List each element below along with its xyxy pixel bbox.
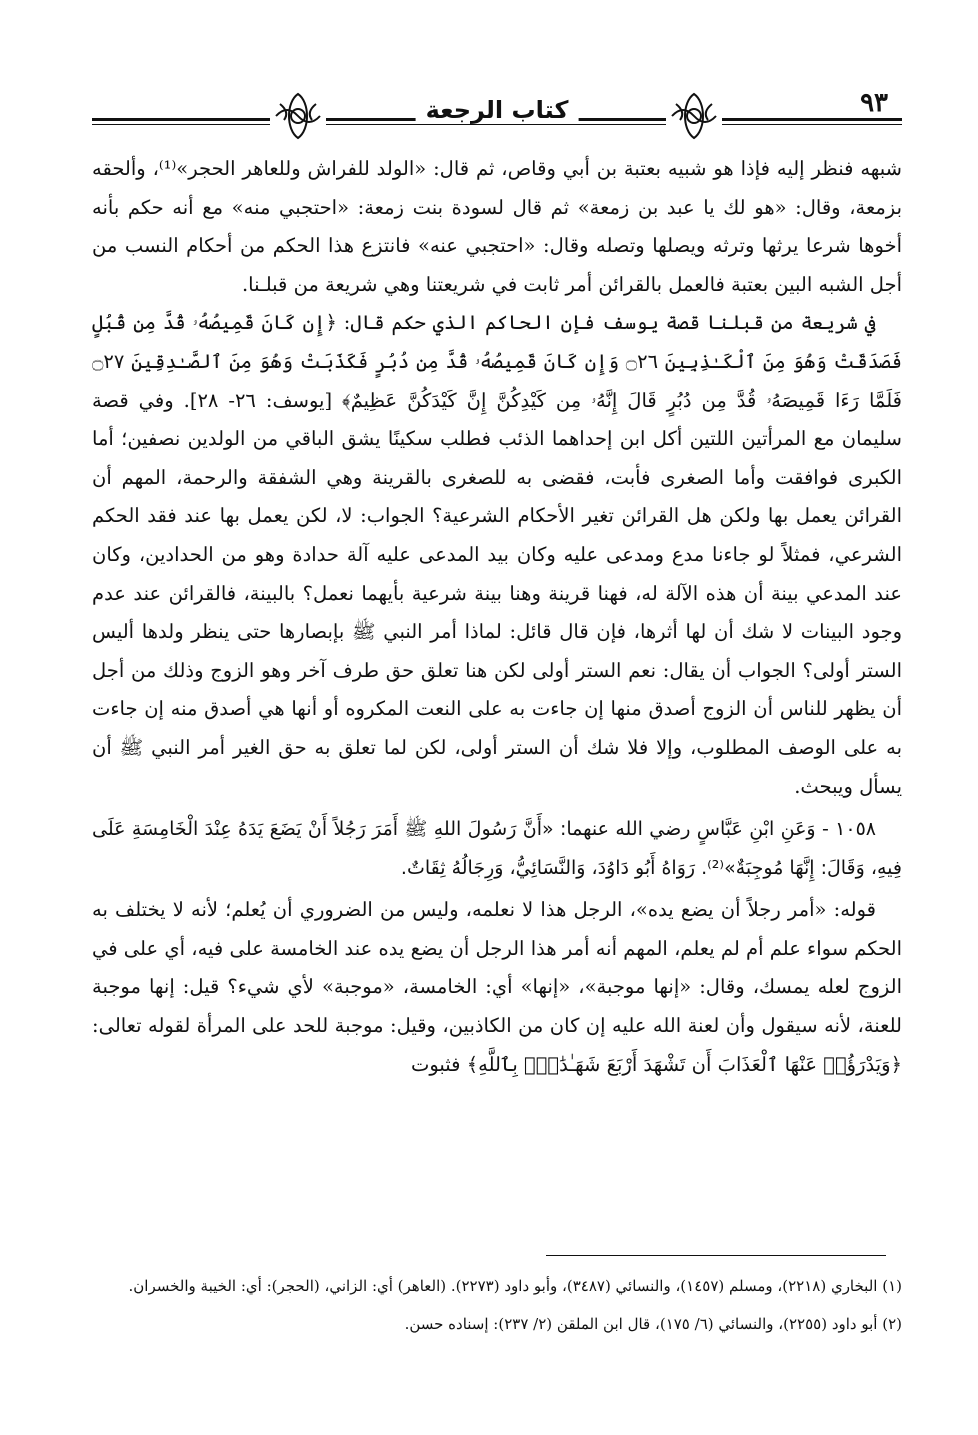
header-rule-thin bbox=[92, 124, 902, 125]
main-text bbox=[92, 150, 902, 1084]
ornament-icon bbox=[666, 90, 722, 142]
ornament-icon bbox=[270, 90, 326, 142]
page-number: ٩٣ bbox=[854, 88, 894, 118]
page-header bbox=[92, 88, 902, 142]
hadith-1058: ١٠٥٨ - وَعَنِ ابْنِ عَبَّاسٍ رضي الله عنهما: «أَنَّ رَسُولَ اللهِ ﷺ أَمَرَ رَجُلاً أَنْ يَضَعَ يَدَهُ عِنْدَ الْخَامِسَةِ عَلَى فِيهِ، وَقَالَ: إِنَّهَا مُوجِبَةٌ»⁽²⁾. رَوَاهُ أَبُو دَاوُدَ، وَالنَّسَائِيُّ، وَرِجَالُهُ ثِقَاتٌ. bbox=[92, 818, 902, 879]
footnotes bbox=[92, 1272, 902, 1348]
footnote-2: (٢) أبو داود (٢٢٥٥)، والنسائي (٦/ ١٧٥)، قال ابن الملقن (٢/ ٢٣٧): إسناده حسن. bbox=[404, 1315, 902, 1333]
paragraph-yusuf: في شريعة من قبلنا قصة يوسف فإن الحاكم الذي حكم قال: ﴿إِن كَانَ قَمِيصُهُۥ قُدَّ مِن قُبُلٍ فَصَدَقَتْ وَهُوَ مِنَ ٱلْكَـٰذِبِينَ ۝٢٦ وَإِن كَانَ قَمِيصُهُۥ قُدَّ مِن دُبُرٍ فَكَذَبَتْ وَهُوَ مِنَ ٱلصَّـٰدِقِينَ ۝٢٧ فَلَمَّا رَءَا قَمِيصَهُۥ قُدَّ مِن دُبُرٍ قَالَ إِنَّهُۥ مِن كَيْدِكُنَّ إِنَّ كَيْدَكُنَّ عَظِيمٌ﴾ [يوسف: ٢٦- ٢٨]. وفي قصة سليمان مع المرأتين اللتين أكل ابن إحداهما الذئب فطلب سكينًا يشق الباقي من الولدين نصفين؛ أما الكبرى فوافقت وأما الصغرى فأبت، فقضى به للصغرى بالقرينة وهي الشفقة والرحمة، المهم أن القرائن يعمل بها ولكن هل القرائن تغير الأحكام الشرعية؟ الجواب: لا، لكن يعمل بها عند فقد الحكم الشرعي، فمثلاً لو جاءنا مدع ومدعى عليه وكان بيد المدعى عليه آلة حدادة وهو من الحدادين، وكان عند المدعي بينة أن هذه الآلة له، فهنا قرينة وهنا بينة شرعية بأيهما نعمل؟ بالبينة، فالقرائن عند عدم وجود البينات لا شك أن لها أثرها، فإن قال قائل: لماذا أمر النبي ﷺ بإبصارها حتى ينظر ولدها أليس الستر أولى؟ الجواب أن يقال: نعم الستر أولى لكن هنا تعلق حق طرف آخر وهو الزوج وذلك من أجل أن يظهر للناس أن الزوج أصدق منها إن جاءت به على النعت المكروه أو أنها هي أصدق منه إن جاءت به على الوصف المطلوب، وإلا فلا شك أن الستر أولى، لكن لما تعلق به حق الغير أمر النبي ﷺ أن يسأل ويبحث. bbox=[92, 311, 903, 798]
paragraph-continuation: شبهه فنظر إليه فإذا هو شبيه بعتبة بن أبي وقاص، ثم قال: «الولد للفراش وللعاهر الحجر»⁽¹⁾، وألحقه بزمعة، وقال: «هو لك يا عبد بن زمعة» ثم قال لسودة بنت زمعة: «احتجبي منه» مع أنه حكم بأنه أخوها شرعا يرثها وترثه ويصلها وتصله وقال: «احتجبي عنه» فانتزع هذا الحكم من أحكام النسب من أجل الشبه البين بعتبة فالعمل بالقرائن أمر ثابت في شريعتنا وهي شريعة من قبلـنا. bbox=[92, 157, 902, 296]
footnote-divider bbox=[546, 1255, 886, 1256]
paragraph-commentary: قوله: «أمر رجلاً أن يضع يده»، الرجل هذا لا نعلمه، وليس من الضروري أن يُعلم؛ لأنه لا يختلف به الحكم سواء علم أم لم يعلم، المهم أنه أمر هذا الرجل أن يضع يده عند الخامسة على فيه، أي على في الزوج لعله يمسك، وقال: «إنها موجبة»، «إنها» أي: الخامسة، «موجبة» لأي شيء؟ قيل: إنها موجبة للعنة، لأنه سيقول وأن لعنة الله عليه إن كان من الكاذبين، وقيل: موجبة للحد على المرأة لقوله تعالى: ﴿وَيَدْرَؤُا۟ عَنْهَا ٱلْعَذَابَ أَن تَشْهَدَ أَرْبَعَ شَهَـٰدَٰتٍۭ بِٱللَّهِ﴾ فثبوت bbox=[92, 898, 902, 1076]
chapter-title: كتاب الرجعة bbox=[416, 96, 579, 124]
footnote-1: (١) البخاري (٢٢١٨)، ومسلم (١٤٥٧)، والنسائي (٣٤٨٧)، وأبو داود (٢٢٧٣). (العاهر) أي: الزاني، (الحجر): أي: الخيبة والخسران. bbox=[128, 1277, 902, 1295]
